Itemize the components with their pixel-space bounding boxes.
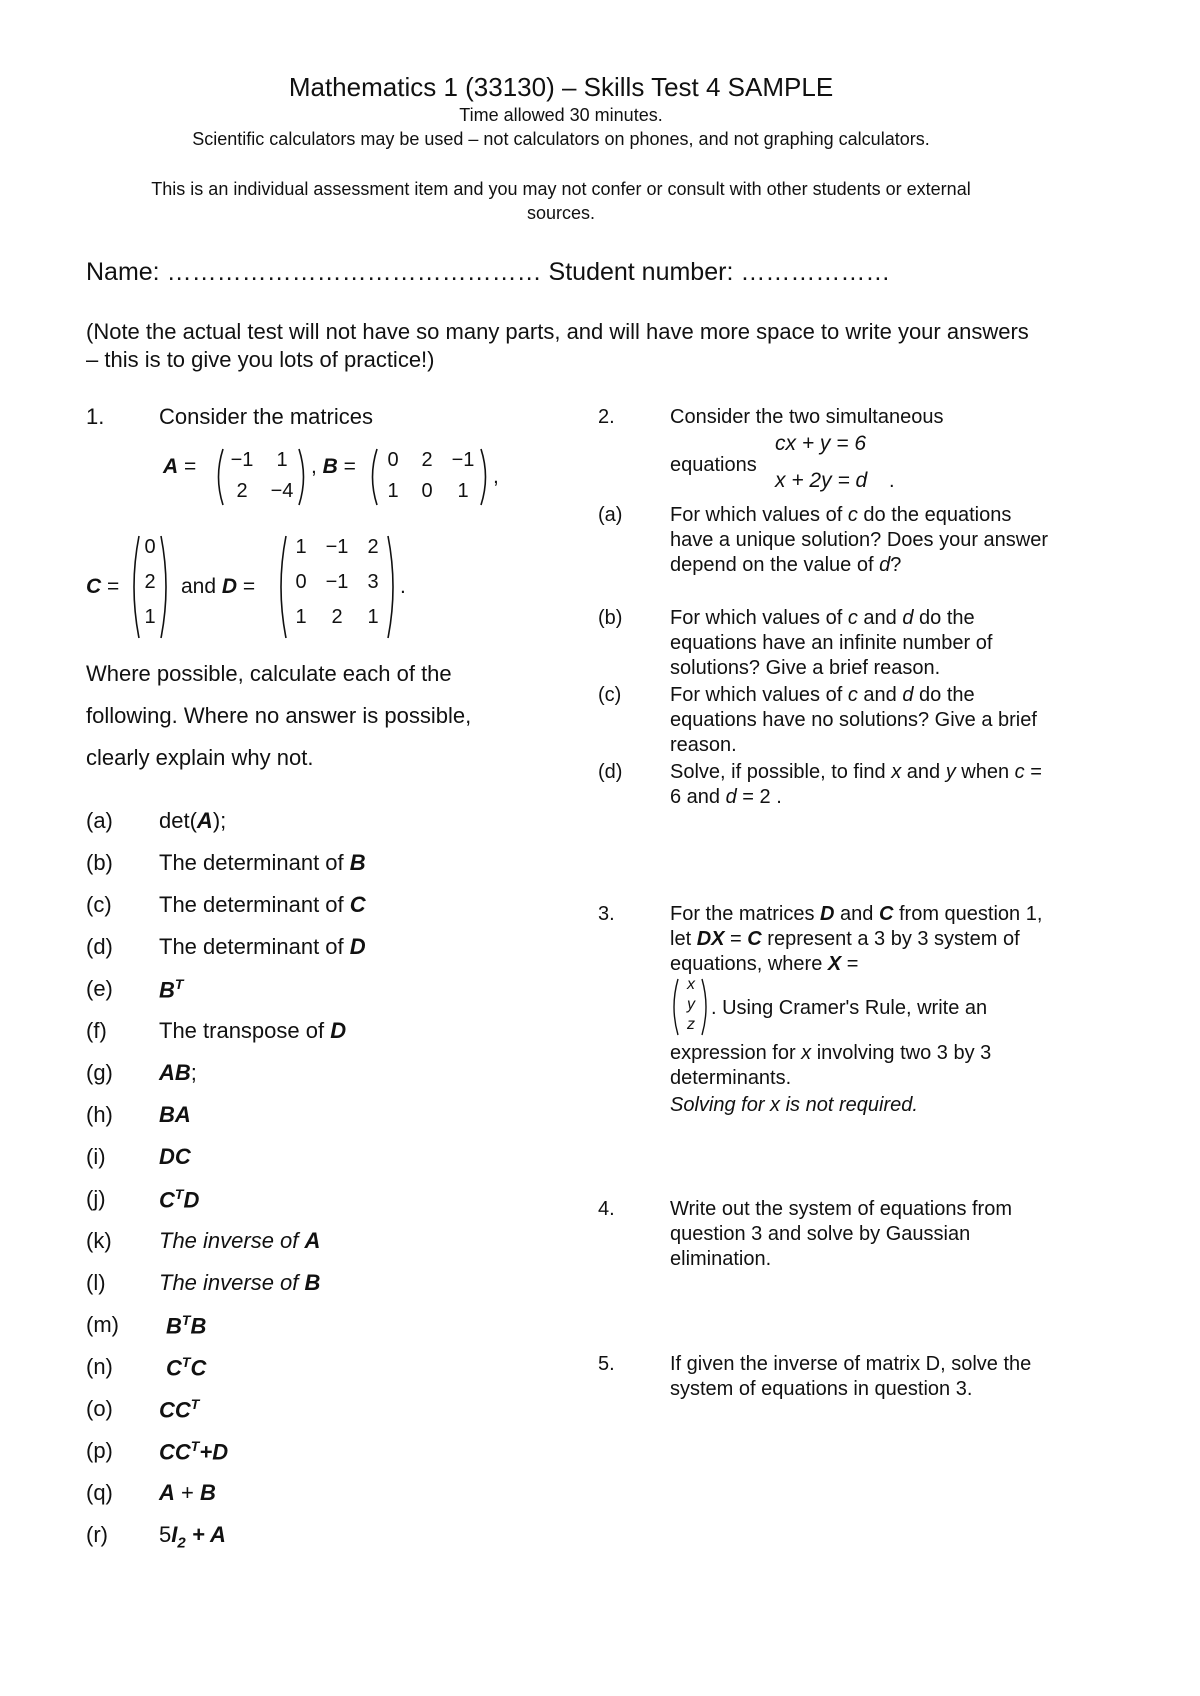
part-label: (j): [86, 1186, 106, 1211]
matrix-c-label: C =: [86, 575, 120, 598]
part-label: (c): [86, 892, 112, 917]
part-label: (n): [86, 1354, 113, 1379]
matrix-b-cell: −1: [451, 449, 475, 471]
q3-vector: [684, 975, 698, 1035]
q2-part-a-label: (a): [598, 504, 623, 526]
part-text: BA: [159, 1102, 191, 1127]
matrix-d-cell: 1: [367, 606, 379, 628]
matrix-a-cell: 2: [236, 480, 248, 502]
calculator-rule: Scientific calculators may be used – not calculators on phones, and not graphing calculators.: [192, 129, 930, 149]
q2-equations-word: equations: [670, 454, 757, 476]
q3-vector-z: z: [687, 1016, 695, 1033]
q1-instruction-line3: clearly explain why not.: [86, 745, 314, 770]
student-number-label: Student number:: [548, 258, 734, 286]
matrix-and-text: and D =: [181, 575, 256, 598]
matrix-a-cell: 1: [276, 449, 288, 471]
q3-number: 3.: [598, 903, 615, 925]
part-text: The determinant of C: [159, 892, 366, 917]
matrix-d-cell: 1: [295, 606, 307, 628]
matrix-d-cell: 2: [367, 536, 379, 558]
part-text: The inverse of A: [159, 1228, 321, 1253]
part-text: The transpose of D: [159, 1018, 347, 1043]
part-text: $C^TC$: [166, 1354, 207, 1381]
part-text: $C^TD$: [159, 1186, 200, 1213]
part-label: (i): [86, 1144, 106, 1169]
matrix-d: [285, 536, 389, 629]
part-label: (l): [86, 1270, 106, 1295]
individual-assessment-line2: sources.: [526, 203, 596, 223]
part-text: $5I_2 + A$: [159, 1522, 226, 1552]
q4-number: 4.: [598, 1198, 615, 1220]
q2-part-a-text: For which values of c do the equations have a unique solution? Does your answer depend on the value of d?: [670, 504, 1049, 576]
part-text: A + B: [159, 1480, 216, 1505]
part-label: (p): [86, 1438, 113, 1463]
name-field[interactable]: ………………………………………: [166, 258, 542, 286]
matrix-a: [222, 449, 302, 503]
part-text: $CC^T+D$: [159, 1438, 229, 1465]
part-text: The determinant of B: [159, 850, 366, 875]
matrix-d-cell: 3: [367, 571, 379, 593]
student-number-field[interactable]: ………………: [740, 258, 891, 286]
q1-number: 1.: [86, 404, 105, 429]
time-allowed: Time allowed 30 minutes.: [459, 105, 663, 125]
matrix-a-cell: −1: [230, 449, 254, 471]
matrix-b-cell: 0: [387, 449, 399, 471]
matrix-a-label: A =: [163, 455, 197, 478]
and-word: and: [181, 575, 217, 598]
matrix-c-cell: 0: [144, 536, 156, 558]
individual-assessment-line1: This is an individual assessment item and you may not confer or consult with other students or external: [151, 179, 971, 199]
part-text: det(A);: [159, 808, 227, 833]
name-label: Name:: [86, 258, 160, 286]
part-text: The inverse of B: [159, 1270, 321, 1295]
part-label: (q): [86, 1480, 113, 1505]
q2-number: 2.: [598, 406, 615, 428]
matrix-b-cell: 1: [387, 480, 399, 502]
q2-part-b-label: (b): [598, 607, 623, 629]
q3-text-part3: expression for x involving two 3 by 3 determinants.: [670, 1042, 992, 1089]
q2-intro: Consider the two simultaneous: [670, 406, 944, 428]
page-title: Mathematics 1 (33130) – Skills Test 4 SAMPLE: [288, 72, 834, 102]
matrix-b-cell: 2: [421, 449, 433, 471]
q2-part-d-label: (d): [598, 761, 623, 783]
q3-note: Solving for x is not required.: [670, 1094, 918, 1116]
matrix-a-cell: −4: [270, 480, 294, 502]
matrix-c-cell: 1: [144, 606, 156, 628]
part-label: (h): [86, 1102, 113, 1127]
part-label: (a): [86, 808, 113, 833]
matrix-d-cell: 2: [331, 606, 343, 628]
name-line: [86, 258, 890, 287]
part-text: DC: [159, 1144, 191, 1169]
q2-part-c-text: For which values of c and d do the equations have no solutions? Give a brief reason.: [670, 684, 1037, 756]
part-label: (m): [86, 1312, 119, 1337]
matrix-b-cell: 0: [421, 480, 433, 502]
part-label: (f): [86, 1018, 107, 1043]
part-label: (g): [86, 1060, 113, 1085]
matrix-b-label: , B =: [311, 455, 356, 478]
q4-text: Write out the system of equations from question 3 and solve by Gaussian elimination.: [670, 1198, 1013, 1270]
part-text: $CC^T$: [159, 1396, 200, 1423]
practice-note: (Note the actual test will not have so many parts, and will have more space to write your answers – this is to give you lots of practice!): [86, 319, 1029, 372]
q2-equation-period: .: [889, 470, 895, 492]
q2-equation-1: cx + y = 6: [775, 432, 867, 455]
matrix-c: [138, 536, 162, 629]
matrix-c-cell: 2: [144, 571, 156, 593]
part-text: AB;: [159, 1060, 197, 1085]
q3-text-part1: For the matrices D and C from question 1, let DX = C represent a 3 by 3 system of equations, where X =: [670, 903, 1043, 975]
part-text: $B^T$: [159, 976, 184, 1003]
q3-vector-y: y: [687, 996, 695, 1013]
matrix-d-cell: −1: [325, 536, 349, 558]
q2-part-d-text: Solve, if possible, to find x and y when c = 6 and d = 2 .: [670, 761, 1042, 808]
part-label: (e): [86, 976, 113, 1001]
q1-intro: Consider the matrices: [159, 404, 373, 429]
part-label: (d): [86, 934, 113, 959]
matrix-d-period: .: [400, 575, 406, 598]
q2-equation-2: x + 2y = d: [775, 469, 868, 492]
q1-instruction-line1: Where possible, calculate each of the: [86, 661, 452, 686]
q3-text-part2: . Using Cramer's Rule, write an: [711, 997, 988, 1019]
q1-instruction-line2: following. Where no answer is possible,: [86, 703, 472, 728]
q5-number: 5.: [598, 1353, 615, 1375]
matrix-d-cell: −1: [325, 571, 349, 593]
part-label: (b): [86, 850, 113, 875]
part-text: The determinant of D: [159, 934, 366, 959]
matrix-d-cell: 0: [295, 571, 307, 593]
q2-part-c-label: (c): [598, 684, 622, 706]
matrix-b-cell: 1: [457, 480, 469, 502]
q2-part-b-text: For which values of c and d do the equations have an infinite number of solutions? Give a brief reason.: [670, 607, 993, 679]
q5-text: If given the inverse of matrix D, solve the system of equations in question 3.: [670, 1353, 1032, 1400]
part-text: $B^TB$: [166, 1312, 207, 1339]
matrix-b-comma: ,: [493, 465, 499, 488]
part-label: (k): [86, 1228, 112, 1253]
part-label: (o): [86, 1396, 113, 1421]
part-label: (r): [86, 1522, 108, 1547]
matrix-b: [376, 449, 482, 503]
matrix-d-cell: 1: [295, 536, 307, 558]
q3-vector-x: x: [687, 976, 695, 993]
